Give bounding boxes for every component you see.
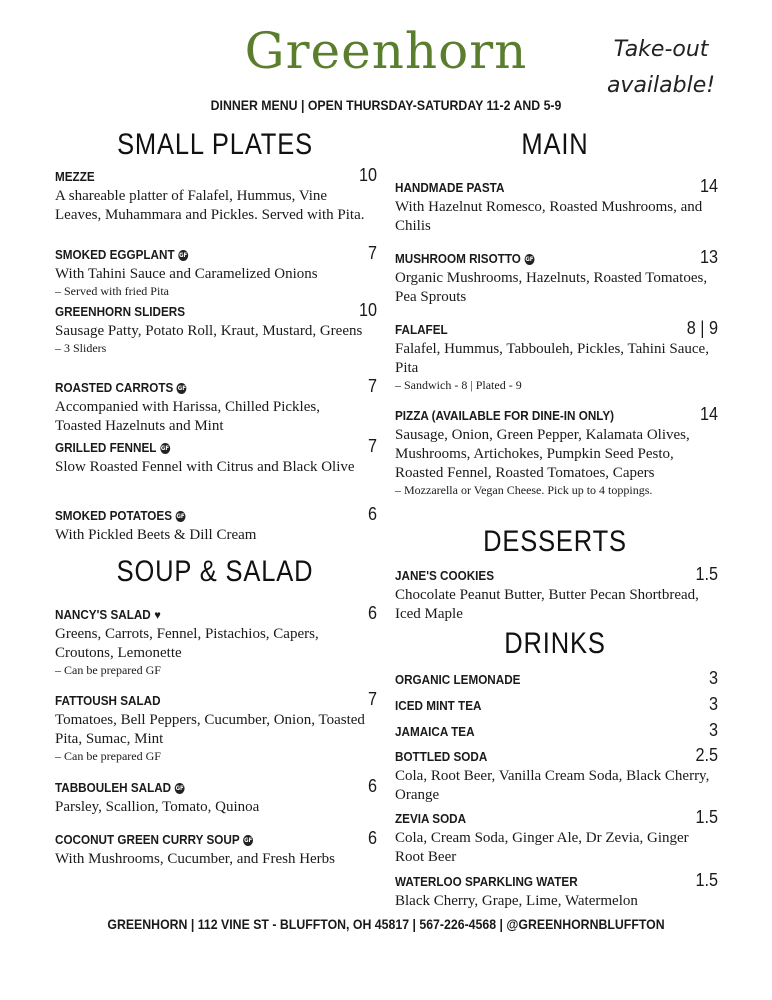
item-note: – Can be prepared GF <box>55 663 161 677</box>
item-description: Falafel, Hummus, Tabbouleh, Pickles, Tahini Sauce, Pita <box>395 341 709 376</box>
item-price: 3 <box>708 668 718 688</box>
gluten-free-icon: GF <box>160 445 170 453</box>
item-description: Greens, Carrots, Fennel, Pistachios, Capers, Croutons, Lemonette <box>55 626 319 661</box>
item-name: JANE'S COOKIES <box>395 568 495 583</box>
item-price: 3 <box>708 720 718 740</box>
restaurant-logo: Greenhorn <box>244 22 528 80</box>
item-price: 1.5 <box>695 870 718 890</box>
item-price: 1.5 <box>695 564 718 584</box>
menu-item <box>395 178 718 236</box>
item-name-row <box>55 605 345 625</box>
item-name: BOTTLED SODA <box>395 749 488 764</box>
item-price: 14 <box>699 404 718 424</box>
item-price: 13 <box>699 247 718 267</box>
menu-item <box>395 406 718 498</box>
item-name: WATERLOO SPARKLING WATER <box>395 874 578 889</box>
menu-item <box>395 872 718 911</box>
item-name-row <box>55 506 345 526</box>
item-description: With Pickled Beets & Dill Cream <box>55 527 257 543</box>
item-description: Cola, Root Beer, Vanilla Cream Soda, Black Cherry, Orange <box>395 768 710 803</box>
heart-icon: ♥ <box>154 608 161 622</box>
item-name-row <box>55 438 345 458</box>
item-name: NANCY'S SALAD <box>55 607 151 622</box>
item-name: MEZZE <box>55 169 95 184</box>
menu-item <box>395 670 718 690</box>
item-name: HANDMADE PASTA <box>395 180 505 195</box>
menu-item <box>395 722 718 742</box>
item-price: 6 <box>367 828 377 848</box>
item-name: MUSHROOM RISOTTO <box>395 251 521 266</box>
heading-small-plates: SMALL PLATES <box>117 128 313 161</box>
item-note: – Sandwich - 8 | Plated - 9 <box>395 378 522 392</box>
item-price: 3 <box>708 694 718 714</box>
item-description: Sausage Patty, Potato Roll, Kraut, Mustard, Greens <box>55 323 363 339</box>
item-name: ROASTED CARROTS <box>55 380 174 395</box>
menu-item <box>55 506 377 545</box>
item-description: Slow Roasted Fennel with Citrus and Black Olive <box>55 459 355 475</box>
item-name-row <box>55 378 345 398</box>
item-price: 7 <box>367 243 377 263</box>
gluten-free-icon: GF <box>244 837 253 845</box>
item-name: TABBOULEH SALAD <box>55 780 172 795</box>
item-name-row <box>55 830 345 850</box>
item-name: COCONUT GREEN CURRY SOUP <box>55 832 240 847</box>
item-description: A shareable platter of Falafel, Hummus, Vine Leaves, Muhammara and Pickles. Served with Pita. <box>55 188 365 223</box>
item-name: SMOKED EGGPLANT <box>55 247 175 262</box>
item-description: Accompanied with Harissa, Chilled Pickles, Toasted Hazelnuts and Mint <box>55 399 320 434</box>
item-price: 10 <box>358 300 377 320</box>
item-name: ORGANIC LEMONADE <box>395 672 521 687</box>
heading-main: MAIN <box>521 128 589 161</box>
menu-item <box>395 566 718 624</box>
menu-item <box>395 320 718 393</box>
item-name-row <box>395 249 686 269</box>
item-description: With Tahini Sauce and Caramelized Onions <box>55 266 318 282</box>
gluten-free-icon: GF <box>177 385 186 393</box>
menu-item <box>55 778 377 817</box>
item-name: FATTOUSH SALAD <box>55 693 161 708</box>
menu-item <box>395 747 718 805</box>
item-description: Cola, Cream Soda, Ginger Ale, Dr Zevia, Ginger Root Beer <box>395 830 689 865</box>
item-price: 7 <box>367 436 377 456</box>
takeout-line-2: available! <box>606 73 716 98</box>
item-price: 6 <box>367 603 377 623</box>
item-note: – Served with fried Pita <box>55 284 169 298</box>
menu-item <box>55 245 377 299</box>
item-name: JAMAICA TEA <box>395 724 475 739</box>
menu-item <box>55 438 377 477</box>
heading-drinks: DRINKS <box>504 627 606 660</box>
item-name-row <box>55 778 345 798</box>
gluten-free-icon: GF <box>179 252 188 260</box>
menu-item <box>395 809 718 867</box>
item-description: With Hazelnut Romesco, Roasted Mushrooms, and Chilis <box>395 199 703 234</box>
item-name: PIZZA (AVAILABLE FOR DINE-IN ONLY) <box>395 408 615 423</box>
item-price: 2.5 <box>695 745 718 765</box>
item-note: – 3 Sliders <box>55 341 107 355</box>
item-note: – Can be prepared GF <box>55 749 161 763</box>
menu-item <box>55 302 377 356</box>
item-description: Tomatoes, Bell Peppers, Cucumber, Onion, Toasted Pita, Sumac, Mint <box>55 712 365 747</box>
menu-item <box>395 696 718 716</box>
gluten-free-icon: GF <box>175 785 184 793</box>
menu-item <box>55 830 377 869</box>
menu-item <box>55 167 377 225</box>
item-name: FALAFEL <box>395 322 448 337</box>
item-name-row <box>55 245 345 265</box>
item-description: Parsley, Scallion, Tomato, Quinoa <box>55 799 260 815</box>
menu-item <box>55 378 377 436</box>
footer-contact: GREENHORN | 112 VINE ST - BLUFFTON, OH 45817 | 567-226-4568 | @GREENHORNBLUFFTON <box>107 916 665 932</box>
menu-item <box>55 691 377 764</box>
takeout-note <box>606 32 716 104</box>
item-description: Chocolate Peanut Butter, Butter Pecan Shortbread, Iced Maple <box>395 587 699 622</box>
gluten-free-icon: GF <box>525 256 534 264</box>
gluten-free-icon: GF <box>176 513 185 521</box>
item-price: 6 <box>367 504 377 524</box>
menu-subtitle: DINNER MENU | OPEN THURSDAY-SATURDAY 11-2 AND 5-9 <box>210 97 562 113</box>
item-price: 14 <box>699 176 718 196</box>
item-name: SMOKED POTATOES <box>55 508 173 523</box>
item-price: 8 | 9 <box>686 318 718 338</box>
item-price: 6 <box>367 776 377 796</box>
item-name: GREENHORN SLIDERS <box>55 304 186 319</box>
takeout-line-1: Take-out <box>613 37 709 62</box>
heading-desserts: DESSERTS <box>483 525 627 558</box>
item-description: Organic Mushrooms, Hazelnuts, Roasted Tomatoes, Pea Sprouts <box>395 270 708 305</box>
item-description: Sausage, Onion, Green Pepper, Kalamata Olives, Mushrooms, Artichokes, Pumpkin Seed Pesto, Roasted Fennel, Roasted Tomatoes, Capers <box>395 427 690 481</box>
menu-item <box>395 249 718 307</box>
item-price: 7 <box>367 689 377 709</box>
item-description: With Mushrooms, Cucumber, and Fresh Herbs <box>55 851 336 867</box>
item-name: GRILLED FENNEL <box>55 440 157 455</box>
item-price: 1.5 <box>695 807 718 827</box>
item-name: ICED MINT TEA <box>395 698 482 713</box>
heading-soup-salad: SOUP & SALAD <box>116 555 314 588</box>
item-description: Black Cherry, Grape, Lime, Watermelon <box>395 893 638 909</box>
item-note: – Mozzarella or Vegan Cheese. Pick up to 4 toppings. <box>395 483 653 497</box>
menu-item <box>55 605 377 678</box>
item-name: ZEVIA SODA <box>395 811 467 826</box>
item-price: 7 <box>367 376 377 396</box>
item-price: 10 <box>358 165 377 185</box>
